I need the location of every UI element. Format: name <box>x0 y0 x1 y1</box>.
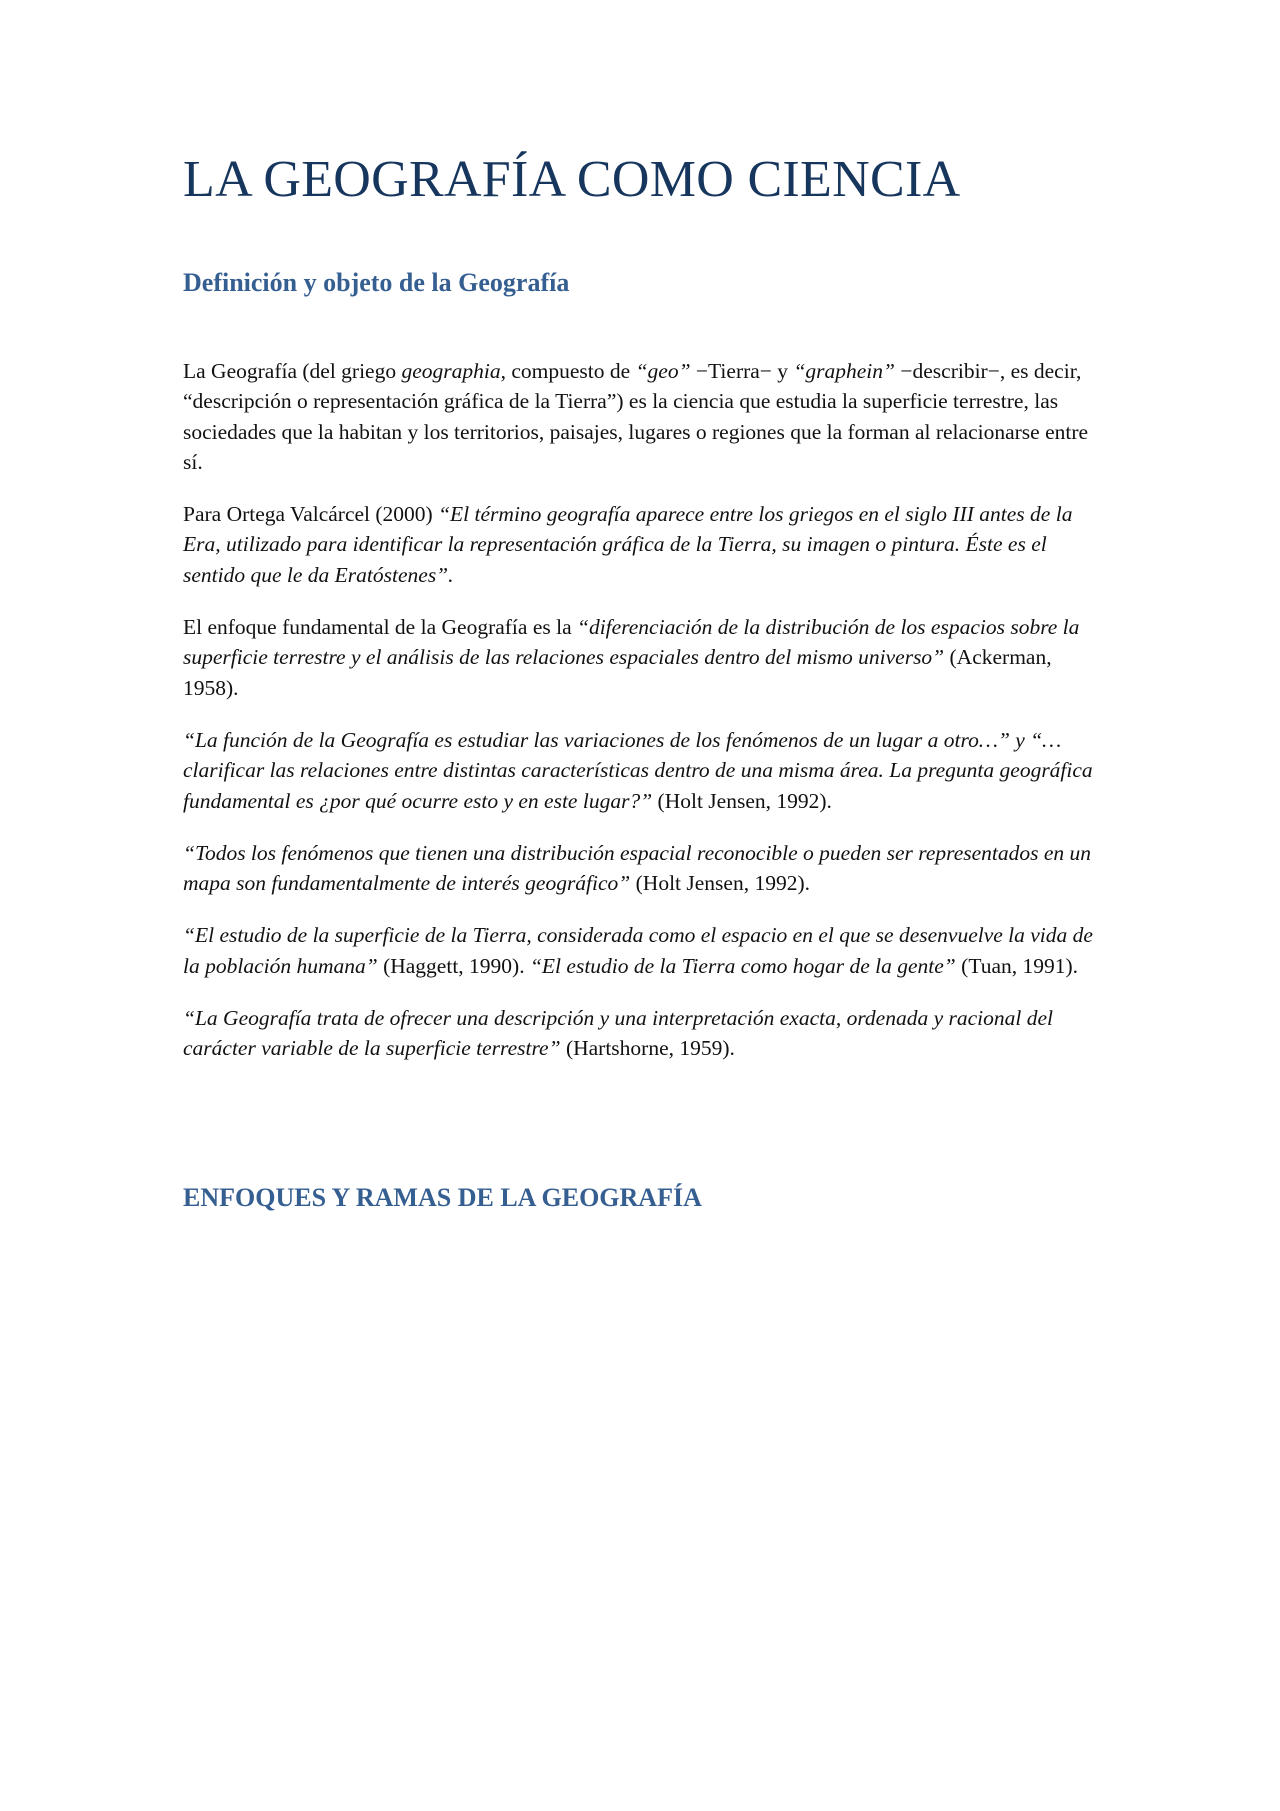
section-heading-definition: Definición y objeto de la Geografía <box>183 268 570 297</box>
citation: (Haggett, 1990). <box>377 953 530 978</box>
citation: (Ackerman, 1958). <box>183 645 1052 700</box>
italic-quote: “El estudio de la superficie de la Tierra, considerada como el espacio en el que se desenvuelve la vida de la población humana” <box>183 923 1093 978</box>
text-run: , compuesto de <box>500 359 636 383</box>
italic-quote: “La Geografía trata de ofrecer una descripción y una interpretación exacta, ordenada y racional del carácter variable de la superficie terrestre” <box>183 1006 1054 1061</box>
citation: (Hartshorne, 1959). <box>560 1036 735 1061</box>
section-heading-approaches: ENFOQUES Y RAMAS DE LA GEOGRAFÍA <box>183 1183 702 1212</box>
italic-quote: “El estudio de la Tierra como hogar de la gente” <box>529 953 956 978</box>
paragraph-holt-jensen-2 <box>183 838 1093 899</box>
citation: (Holt Jensen, 1992). <box>630 871 811 896</box>
text-run: El enfoque fundamental de la Geografía es la <box>183 615 577 640</box>
citation: (Holt Jensen, 1992). <box>652 788 832 813</box>
text-run: La Geografía (del griego <box>183 359 402 383</box>
paragraph-hartshorne <box>183 1003 1093 1064</box>
text-run: −describir−, es decir, “descripción o representación gráfica de la Tierra”) es la ciencia que estudia la superficie terrestre, las sociedades que la habitan y los territorios, paisajes, lugares o regiones que la forman al relacionarse entre sí. <box>183 359 1089 474</box>
italic-run: “graphein” <box>793 359 895 383</box>
italic-quote: “La función de la Geografía es estudiar las variaciones de los fenómenos de un lugar a otro…” y “…clarificar las relaciones entre distintas características dentro de una misma área. La pregunta geográfica fundamental es ¿por qué ocurre esto y en este lugar?” <box>183 727 1093 813</box>
paragraph-definition <box>183 356 1093 477</box>
text-run: −Tierra− y <box>690 359 794 383</box>
italic-run: “geo” <box>635 359 691 383</box>
italic-quote: “Todos los fenómenos que tienen una distribución espacial reconocible o pueden ser representados en un mapa son fundamentalmente de interés geográfico” <box>183 840 1092 896</box>
paragraph-holt-jensen-1 <box>183 725 1093 816</box>
document-body <box>183 356 1093 1086</box>
paragraph-haggett-tuan <box>183 920 1093 981</box>
italic-quote: “El término geografía aparece entre los griegos en el siglo III antes de la Era, utilizado para identificar la representación gráfica de la Tierra, su imagen o pintura. Éste es el sentido que le da Eratóstenes”. <box>183 502 1073 587</box>
italic-quote: “diferenciación de la distribución de los espacios sobre la superficie terrestre y el análisis de las relaciones espaciales dentro del mismo universo” <box>183 615 1080 670</box>
citation: (Tuan, 1991). <box>955 953 1079 978</box>
text-run: Para Ortega Valcárcel (2000) <box>183 502 439 527</box>
italic-run: geographia <box>401 359 501 383</box>
paragraph-ortega <box>183 499 1093 590</box>
document-title: LA GEOGRAFÍA COMO CIENCIA <box>183 151 961 208</box>
paragraph-ackerman <box>183 612 1093 703</box>
